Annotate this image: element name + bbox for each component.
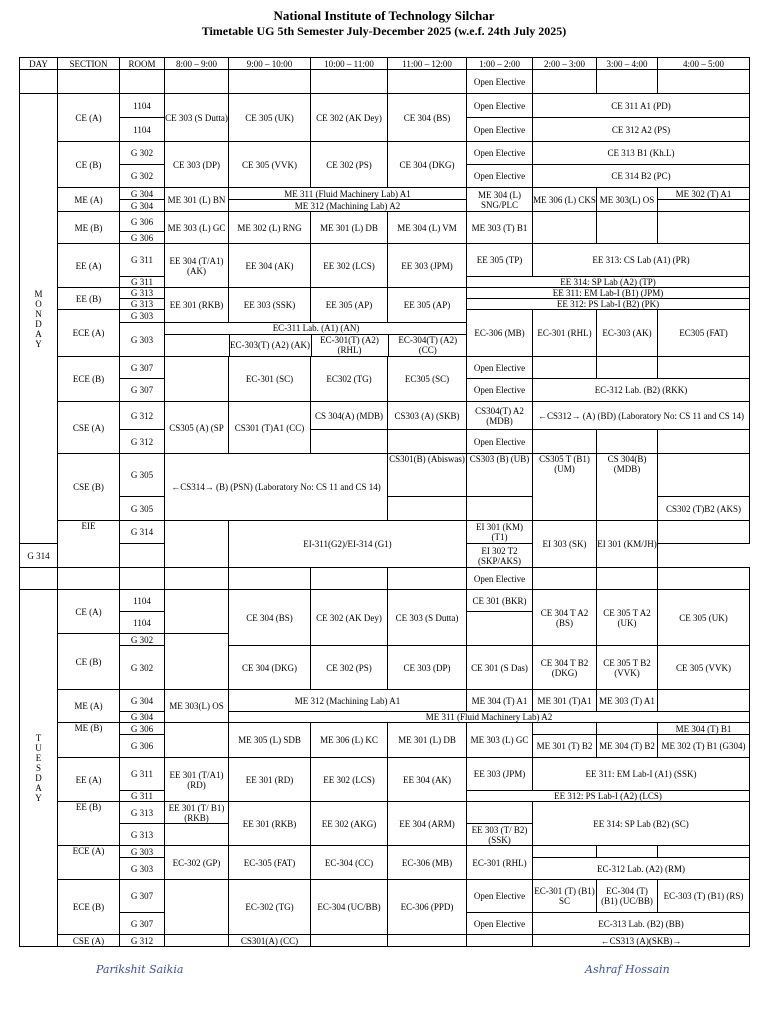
room-label: G 313 (120, 288, 165, 299)
cell: EC-302 (GP) (165, 846, 229, 880)
cell: ME 311 (Fluid Machinery Lab) A1 (229, 188, 467, 200)
cell: CE 305 (UK) (229, 94, 311, 142)
col-header: 10:00 – 11:00 (311, 58, 388, 70)
room-label: G 304 (120, 200, 165, 212)
table-row (20, 402, 750, 430)
cell: CE 305 (VVK) (229, 142, 311, 188)
cell: CS303 (B) (UB) (467, 454, 533, 497)
cell: ME 303(L) OS (165, 690, 229, 723)
section-label: EE (A) (58, 758, 120, 802)
cell: Open Elective (467, 165, 533, 188)
col-header: 8:00 – 9:00 (165, 58, 229, 70)
table-row (20, 568, 750, 590)
cell: Open Elective (467, 913, 533, 935)
cell: EE 301 (RD) (229, 758, 311, 802)
cell: EI 301 (KM) (T1) (467, 521, 533, 544)
cell: EE 304 (T/A1) (AK) (165, 244, 229, 288)
cell: ME 303(L) OS (597, 188, 658, 212)
room-label: G 312 (120, 935, 165, 947)
cell: EC-312 Lab. (A2) (RM) (533, 858, 750, 880)
section-label: CE (B) (58, 142, 120, 188)
table-row (20, 188, 750, 200)
col-header: 1:00 – 2:00 (467, 58, 533, 70)
cell: EE 311: EM Lab-I (A1) (SSK) (533, 758, 750, 791)
signature-left: Parikshit Saikia (96, 963, 184, 976)
cell: EE 303 (T/ B2) (SSK) (467, 824, 533, 846)
table-row (20, 590, 750, 612)
cell: EE 304 (ARM) (388, 802, 467, 846)
room-label: G 307 (120, 357, 165, 379)
table-row (20, 70, 750, 94)
room-label: G 302 (120, 165, 165, 188)
room-label: G 306 (120, 735, 165, 758)
cell: ME 301 (L) DB (388, 723, 467, 758)
table-row (20, 690, 750, 712)
section-label: CE (A) (58, 94, 120, 142)
cell: Open Elective (467, 568, 533, 590)
cell: EC-311 Lab. (A1) (AN) (165, 323, 467, 334)
cell: EE 314: SP Lab (B2) (SC) (533, 802, 750, 846)
cell: EE 301 (T/ B1) (RKB) (165, 802, 229, 824)
cell: CE 311 A1 (PD) (533, 94, 750, 118)
cell: CE 304 (BS) (229, 590, 311, 646)
cell: EC-312 Lab. (B2) (RKK) (533, 379, 750, 402)
cell: EE 312: PS Lab-I (A2) (LCS) (467, 791, 750, 802)
room-label: G 305 (120, 454, 165, 497)
cell: EI-311(G2)/EI-314 (G1) (229, 521, 467, 568)
cell: EC-304 (UC/BB) (311, 880, 388, 935)
room-label: G 303 (120, 846, 165, 858)
room-label: G 307 (120, 913, 165, 935)
cell: ←CS312→ (A) (BD) (Laboratory No: CS 11 and CS 14) (533, 402, 750, 430)
cell: EC302 (TG) (311, 357, 388, 402)
room-label: G 313 (120, 802, 165, 824)
col-header: 4:00 – 5:00 (658, 58, 750, 70)
cell: EE 311: EM Lab-I (B1) (JPM) (467, 288, 750, 299)
room-label: G 303 (120, 858, 165, 880)
cell: ME 304 (T) A1 (467, 690, 533, 712)
room-label: G 305 (120, 497, 165, 521)
cell: ME 303 (T) B1 (467, 212, 533, 244)
cell: CE 303 (S Dutta) (388, 590, 467, 646)
table-row (20, 935, 750, 947)
cell: EE 305 (AP) (311, 288, 388, 323)
room-label: G 314 (120, 521, 165, 544)
room-label: G 307 (120, 880, 165, 913)
section-label: ME (B) (58, 723, 120, 758)
cell: EI 301 (KM/JH) (597, 521, 658, 568)
cell: EE 304 (AK) (388, 758, 467, 802)
cell: CE 304 T A2 (BS) (533, 590, 597, 646)
cell: ME 304 (T) B2 (597, 735, 658, 758)
cell: ME 302 (L) RNG (229, 212, 311, 244)
cell: Open Elective (467, 357, 533, 379)
room-label: G 311 (120, 758, 165, 791)
cell: CE 302 (AK Dey) (311, 94, 388, 142)
table-row (20, 712, 750, 723)
cell: CE 312 A2 (PS) (533, 118, 750, 142)
cell: CE 301 (BKR) (467, 590, 533, 612)
room-label: G 302 (120, 646, 165, 690)
table-row (20, 94, 750, 118)
cell: CE 304 T B2 (DKG) (533, 646, 597, 690)
cell: CE 313 B1 (Kh.L) (533, 142, 750, 165)
cell: ME 302 (T) B1 (G304) (658, 735, 750, 758)
cell: CE 301 (S Das) (467, 646, 533, 690)
room-label: G 303 (120, 323, 165, 357)
room-label: G 311 (120, 277, 165, 288)
cell: EC-303 (AK) (597, 310, 658, 357)
cell: CS304(T) A2 (MDB) (467, 402, 533, 430)
cell: CE 304 (BS) (388, 94, 467, 142)
room-label: G 306 (120, 232, 165, 244)
cell: EE 302 (AKG) (311, 802, 388, 846)
table-row (20, 212, 750, 232)
cell: ME 303 (L) GC (467, 723, 533, 758)
cell: ME 304 (L) VM (388, 212, 467, 244)
cell: EC305 (SC) (388, 357, 467, 402)
section-label: ME (A) (58, 690, 120, 723)
section-label: ME (B) (58, 212, 120, 244)
section-label: CSE (B) (58, 454, 120, 521)
room-label: G 311 (120, 791, 165, 802)
cell: EC-306 (MB) (388, 846, 467, 880)
table-row (20, 646, 750, 690)
room-label: G 306 (120, 212, 165, 232)
timetable-subtitle: Timetable UG 5th Semester July-December 2025 (w.e.f. 24th July 2025) (201, 24, 567, 38)
room-label: G 303 (120, 310, 165, 323)
table-row (20, 802, 750, 824)
cell: CE 303 (DP) (165, 142, 229, 188)
table-row (20, 521, 750, 544)
room-label: G 304 (120, 188, 165, 200)
cell: CS301(B) (Abiswas) (388, 454, 467, 497)
day-label-tuesday: T U E S D A Y (20, 590, 58, 947)
cell: CE 305 T A2 (UK) (597, 590, 658, 646)
cell: CE 305 T B2 (VVK) (597, 646, 658, 690)
cell: EC-301(T) (A2) (RHL) (311, 334, 388, 356)
cell: EC-301 (RHL) (467, 846, 533, 880)
cell: EE 313: CS Lab (A1) (PR) (533, 244, 750, 277)
room-label: G 304 (120, 690, 165, 712)
cell: EE 301 (T/A1) (RD) (165, 758, 229, 802)
table-row (20, 288, 750, 299)
table-row (20, 244, 750, 277)
cell: CE 314 B2 (PC) (533, 165, 750, 188)
cell: CE 305 (VVK) (658, 646, 750, 690)
table-row (20, 430, 750, 454)
table-row (20, 454, 750, 497)
cell: ME 303 (T) A1 (597, 690, 658, 712)
cell: EI 303 (SK) (533, 521, 597, 568)
day-label-monday: M O N D A Y (20, 94, 58, 544)
room-label: G 304 (120, 712, 165, 723)
col-header: 9:00 – 10:00 (229, 58, 311, 70)
table-row (20, 758, 750, 791)
cell: ME 301 (T) B2 (533, 735, 597, 758)
cell: EC-304(T) (A2) (CC) (398, 335, 458, 356)
cell: CE 304 (DKG) (388, 142, 467, 188)
cell: EC-306 (PPD) (388, 880, 467, 935)
cell: EC-303(T) (A2) (AK) (229, 334, 311, 356)
cell: EC-305 (FAT) (229, 846, 311, 880)
cell: EE 302 (LCS) (311, 244, 388, 288)
cell: EE 302 (LCS) (311, 758, 388, 802)
section-label: ECE (B) (58, 357, 120, 402)
room-label: G 311 (120, 244, 165, 277)
cell: ME 304 (L) SNG/PLC (467, 188, 533, 212)
section-label: CE (A) (58, 590, 120, 634)
cell: CS303 (A) (SKB) (388, 402, 467, 430)
section-label: EE (B) (58, 802, 120, 846)
cell: Open Elective (467, 142, 533, 165)
section-label: EE (A) (58, 244, 120, 288)
room-label: G 302 (120, 142, 165, 165)
table-row (20, 723, 750, 735)
cell: CE 302 (PS) (311, 142, 388, 188)
cell: EE 301 (RKB) (229, 802, 311, 846)
cell: ←CS313 (A)(SKB)→ (533, 935, 750, 947)
cell: CS305 T (B1) (UM) (533, 454, 597, 521)
cell: CS 304(A) (MDB) (311, 402, 388, 430)
col-header: ROOM (120, 58, 165, 70)
col-header: 11:00 – 12:00 (388, 58, 467, 70)
cell: Open Elective (467, 430, 533, 454)
room-label: 1104 (120, 118, 165, 142)
cell: ME 301 (T)A1 (533, 690, 597, 712)
room-label: G 312 (120, 430, 165, 454)
room-label: 1104 (120, 94, 165, 118)
section-label: ECE (B) (58, 880, 120, 935)
cell: Open Elective (467, 880, 533, 913)
section-label: ECE (A) (58, 310, 120, 357)
section-label: ME (A) (58, 188, 120, 212)
room-label: G 307 (120, 379, 165, 402)
cell: Open Elective (467, 379, 533, 402)
cell: EI 302 T2 (SKP/AKS) (467, 544, 533, 568)
cell: EC305 (FAT) (658, 310, 750, 357)
section-label: CSE (A) (58, 935, 120, 947)
cell: EE 303 (JPM) (388, 244, 467, 288)
cell: CS305 (A) (SP (165, 402, 229, 454)
signature-right: Ashraf Hossain (585, 963, 670, 976)
cell: EC-301 (SC) (229, 357, 311, 402)
cell: CE 303 (S Dutta) (165, 94, 229, 142)
cell: CE 303 (DP) (388, 646, 467, 690)
cell: Open Elective (467, 94, 533, 118)
cell: EE 314: SP Lab (A2) (TP) (467, 277, 750, 288)
cell: ←CS314→ (B) (PSN) (Laboratory No: CS 11 and CS 14) (165, 454, 388, 521)
cell: ME 304 (T) B1 (658, 723, 750, 735)
section-label: EIE (58, 521, 120, 568)
col-header: SECTION (58, 58, 120, 70)
cell: ME 301 (L) DB (311, 212, 388, 244)
cell: ME 303 (L) GC (165, 212, 229, 244)
cell: CE 302 (PS) (311, 646, 388, 690)
cell: EE 303 (SSK) (229, 288, 311, 323)
cell: CS301(A) (CC) (229, 935, 311, 947)
room-label: G 314 (20, 544, 58, 568)
section-label: EE (B) (58, 288, 120, 310)
institute-title: National Institute of Technology Silchar (273, 8, 495, 23)
cell: ME 312 (Machining Lab) A2 (229, 200, 467, 212)
table-row (20, 357, 750, 379)
cell: EC-304 (T) (B1) (UC/BB) (597, 880, 658, 913)
cell: EE 305 (AP) (388, 288, 467, 323)
cell: EE 312: PS Lab-I (B2) (PK) (467, 299, 750, 310)
room-label: 1104 (120, 612, 165, 634)
section-label: ECE (A) (58, 846, 120, 880)
cell: EC-313 Lab. (B2) (BB) (533, 913, 750, 935)
table-row (20, 846, 750, 858)
cell: CS 304(B) (MDB) (597, 454, 658, 521)
cell: ME 312 (Machining Lab) A1 (229, 690, 467, 712)
room-label: G 313 (120, 299, 165, 310)
col-header: 3:00 – 4:00 (597, 58, 658, 70)
cell: EE 305 (TP) (467, 244, 533, 277)
cell: CE 302 (AK Dey) (311, 590, 388, 646)
table-row (20, 142, 750, 165)
cell: EE 304 (AK) (229, 244, 311, 288)
cell: EC-302 (TG) (229, 880, 311, 935)
header-row (20, 58, 750, 70)
col-header: 2:00 – 3:00 (533, 58, 597, 70)
cell: ME 306 (L) KC (311, 723, 388, 758)
col-header: DAY (20, 58, 58, 70)
room-label: 1104 (120, 590, 165, 612)
cell: ME 302 (T) A1 (658, 188, 750, 200)
cell: Open Elective (467, 118, 533, 142)
timetable-table (19, 57, 750, 947)
cell: EC-301 (RHL) (533, 310, 597, 357)
cell: EC-306 (MB) (467, 310, 533, 357)
room-label: G 313 (120, 824, 165, 846)
cell: ME 305 (L) SDB (229, 723, 311, 758)
cell: ME 311 (Fluid Machinery Lab) A2 (229, 712, 750, 723)
room-label: G 312 (120, 402, 165, 430)
cell: EE 301 (RKB) (165, 288, 229, 323)
room-label: G 306 (120, 723, 165, 735)
cell: CS302 (T)B2 (AKS) (658, 497, 750, 521)
room-label: G 302 (120, 634, 165, 646)
cell: CE 304 (DKG) (229, 646, 311, 690)
cell: CS301 (T)A1 (CC) (229, 402, 311, 454)
cell: EC-301 (T) (B1) SC (533, 880, 597, 913)
section-label: CE (B) (58, 634, 120, 690)
table-row (20, 880, 750, 913)
cell: EC-303 (T) (B1) (RS) (658, 880, 750, 913)
cell: EE 303 (JPM) (467, 758, 533, 791)
cell: ME 306 (L) CKS (533, 188, 597, 212)
cell: CE 305 (UK) (658, 590, 750, 646)
cell: ME 301 (L) BN (165, 188, 229, 212)
cell: EC-304 (CC) (311, 846, 388, 880)
section-label: CSE (A) (58, 402, 120, 454)
cell: Open Elective (467, 70, 533, 94)
